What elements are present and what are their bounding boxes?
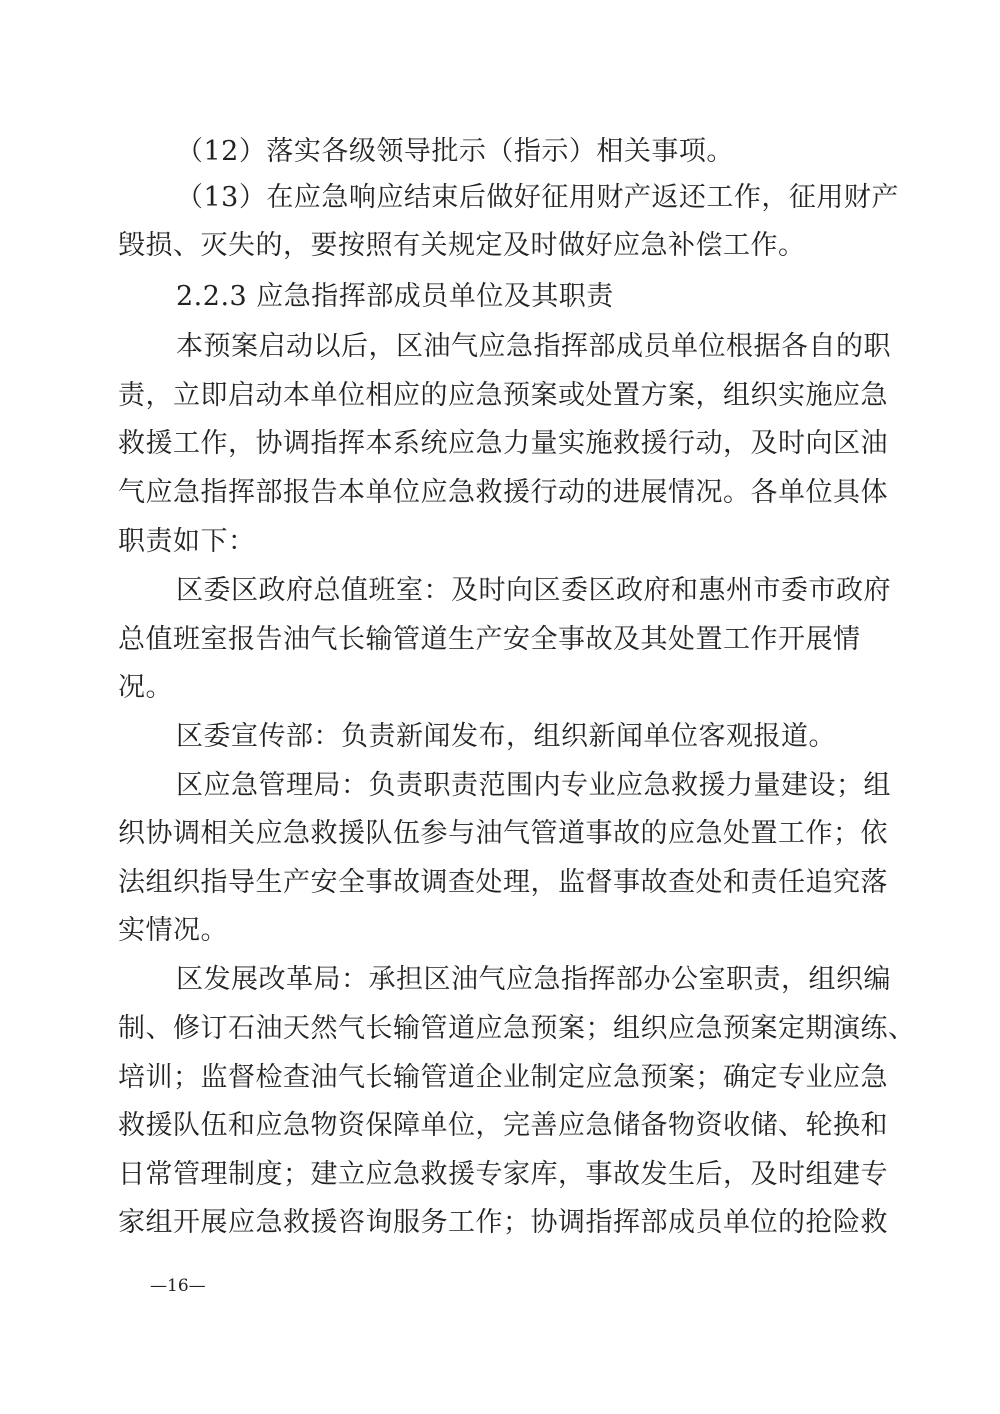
text-line: 本预案启动以后，区油气应急指挥部成员单位根据各自的职 [176,331,891,362]
text-line: 区发展改革局：承担区油气应急指挥部办公室职责，组织编 [176,964,891,995]
text-line: 区应急管理局：负责职责范围内专业应急救援力量建设；组 [176,770,891,801]
text-line: 救援工作，协调指挥本系统应急力量实施救援行动，及时向区油 [118,428,888,459]
text-line: （13）在应急响应结束后做好征用财产返还工作，征用财产 [176,182,899,213]
text-line: 织协调相关应急救援队伍参与油气管道事故的应急处置工作；依 [118,818,888,849]
text-line: 职责如下： [118,526,256,557]
text-line: （12）落实各级领导批示（指示）相关事项。 [176,136,734,167]
text-line: 制、修订石油天然气长输管道应急预案；组织应急预案定期演练、 [118,1013,916,1044]
section-heading: 2.2.3 应急指挥部成员单位及其职责 [176,281,614,312]
text-line: 气应急指挥部报告本单位应急救援行动的进展情况。各单位具体 [118,477,888,508]
text-line: 责，立即启动本单位相应的应急预案或处置方案，组织实施应急 [118,380,888,411]
text-line: 法组织指导生产安全事故调查处理，监督事故查处和责任追究落 [118,867,888,898]
text-line: 区委区政府总值班室：及时向区委区政府和惠州市委市政府 [176,575,891,606]
text-line: 日常管理制度；建立应急救援专家库，事故发生后，及时组建专 [118,1159,888,1190]
text-line: 培训；监督检查油气长输管道企业制定应急预案；确定专业应急 [118,1062,888,1093]
text-line: 救援队伍和应急物资保障单位，完善应急储备物资收储、轮换和 [118,1110,888,1141]
page-number: —16— [150,1276,206,1296]
text-line: 实情况。 [118,915,228,946]
text-line: 区委宣传部：负责新闻发布，组织新闻单位客观报道。 [176,721,836,752]
text-line: 家组开展应急救援咨询服务工作；协调指挥部成员单位的抢险救 [118,1207,888,1238]
text-line: 总值班室报告油气长输管道生产安全事故及其处置工作开展情 [118,624,861,655]
text-line: 毁损、灭失的，要按照有关规定及时做好应急补偿工作。 [118,230,806,261]
text-line: 况。 [118,672,173,703]
